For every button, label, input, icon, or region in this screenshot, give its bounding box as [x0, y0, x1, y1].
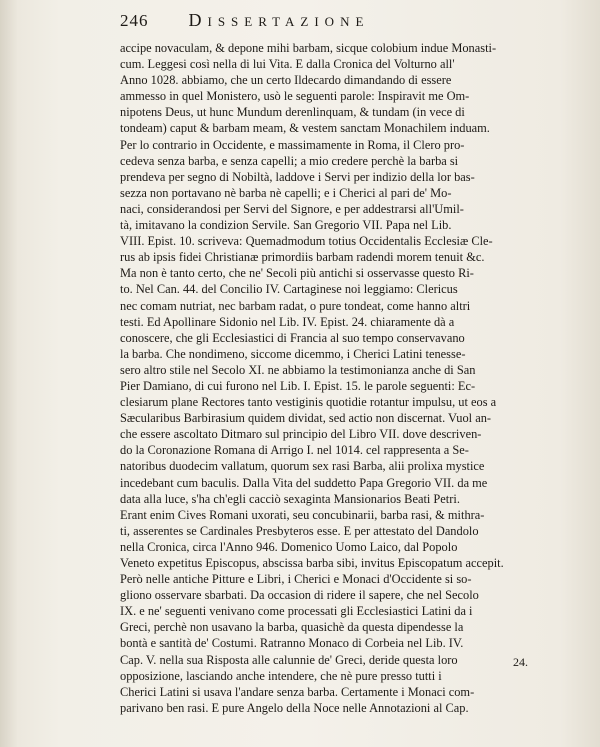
text-line: cedeva senza barba, e senza capelli; a mio credere perchè la barba si [120, 153, 459, 168]
text-line: incedebant cum baculis. Dalla Vita del suddetto Papa Gregorio VII. da me [120, 475, 488, 490]
text-line: do la Coronazione Romana di Arrigo I. nel 1014. cel rappresenta a Se- [120, 443, 469, 458]
text-line: nipotens Deus, ut hunc Mundum derenlinquam, & tundam (in vece di [120, 105, 465, 120]
body-text [120, 40, 560, 716]
text-line: ammesso in quel Monistero, usò le seguenti parole: Inspiravit me Om- [120, 89, 470, 104]
text-line: rus ab ipsis fidei Christianæ primordiis barbam radendi morem tenuit &c. [120, 250, 485, 265]
text-line: opposizione, lasciando anche intendere, che nè pure presso tutti i [120, 668, 442, 683]
text-line: Cap. V. nella sua Risposta alle calunnie de' Greci, deride questa loro [120, 652, 458, 667]
text-line: Erant enim Cives Romani uxorati, seu concubinarii, barba rasi, & mithra- [120, 507, 485, 522]
text-line: tondeam) caput & barbam meam, & vestem sanctam Monachilem induam. [120, 121, 490, 136]
text-line: data alla luce, s'ha ch'egli cacciò sexaginta Mansionarios Beati Petri. [120, 491, 460, 506]
text-line: gliono osservare sbarbati. Da occasion di ridere il sapere, che nel Secolo [120, 588, 479, 603]
text-line: Cherici Latini si usava l'andare senza barba. Certamente i Monaci com- [120, 684, 475, 699]
text-line: Sæcularibus Barbirasium quidem dividat, sed actio non discernat. Vuol an- [120, 411, 492, 426]
text-line: tà, imitavano la condizion Servile. San Gregorio VII. Papa nel Lib. [120, 218, 452, 233]
text-line: IX. e ne' seguenti venivano come processati gli Ecclesiastici Latini da i [120, 604, 473, 619]
text-line: VIII. Epist. 10. scriveva: Quemadmodum totius Occidentalis Ecclesiæ Cle- [120, 234, 493, 249]
running-head: Dissertazione [188, 10, 370, 30]
text-line: Anno 1028. abbiamo, che un certo Ildecardo dimandando di essere [120, 73, 452, 88]
text-line: Ma non è tanto certo, che ne' Secoli più antichi si osservasse questo Ri- [120, 266, 474, 281]
text-line: Veneto expetitus Episcopus, abscissa barba sibi, invitus Episcopatum accepit. [120, 556, 504, 570]
text-line: ti, asserentes se Cardinales Presbyteros esse. E per attestato del Dandolo [120, 523, 479, 538]
text-line: naci, considerandosi per Servi del Signore, e per addestrarsi all'Umil- [120, 201, 464, 216]
catchword: 24. [513, 655, 528, 669]
text-line: Per lo contrario in Occidente, e massimamente in Roma, il Clero pro- [120, 137, 465, 152]
text-line: to. Nel Can. 44. del Concilio IV. Cartaginese noi leggiamo: Clericus [120, 282, 458, 297]
page-number: 246 [120, 11, 149, 30]
text-line: sezza non portavano nè barba nè capelli; e i Cherici al pari de' Mo- [120, 185, 452, 200]
text-line: Però nelle antiche Pitture e Libri, i Cherici e Monaci d'Occidente si so- [120, 572, 472, 587]
text-line: bontà e santità de' Costumi. Ratranno Monaco di Corbeia nel Lib. IV. [120, 636, 464, 651]
text-line: testi. Ed Apollinare Sidonio nel Lib. IV. Epist. 24. chiaramente dà a [120, 314, 455, 329]
page-header [120, 10, 552, 40]
text-line: la barba. Che nondimeno, siccome dicemmo, i Cherici Latini tenesse- [120, 346, 466, 361]
text-line: conoscere, che gli Ecclesiastici di Francia al suo tempo conservavano [120, 330, 465, 345]
text-line: cum. Leggesi così nella di lui Vita. E dalla Cronica del Volturno all' [120, 57, 455, 72]
text-line: clesiarum plane Rectores tanto vestiginis quotidie rotantur impulsu, ut eos a [120, 395, 497, 410]
text-line: Greci, perchè non usavano la barba, quasichè da questa dipendesse la [120, 620, 464, 635]
text-line: prendeva per segno di Nobiltà, laddove i Servi per indizio della lor bas- [120, 169, 475, 184]
text-line: parivano ben rasi. E pure Angelo della Noce nelle Annotazioni al Cap. [120, 700, 469, 715]
text-line: sero altro stile nel Secolo XI. ne abbiamo la testimonianza anche di San [120, 362, 476, 377]
text-line: nella Cronica, circa l'Anno 946. Domenico Uomo Laico, dal Popolo [120, 539, 458, 554]
text-line: nec comam nutriat, nec barbam radat, o pure tondeat, come hanno altri [120, 298, 471, 313]
text-line: Pier Damiano, di cui furono nel Lib. I. Epist. 15. le parole seguenti: Ec- [120, 378, 476, 393]
text-line: accipe novaculam, & depone mihi barbam, sicque colobium indue Monasti- [120, 41, 497, 55]
text-line: natoribus duodecim vallatum, quorum sex rasi Barba, alii prolixa mystice [120, 459, 485, 474]
text-line: che essere ascoltato Ditmaro sul principio del Libro VII. dove descriven- [120, 427, 482, 442]
